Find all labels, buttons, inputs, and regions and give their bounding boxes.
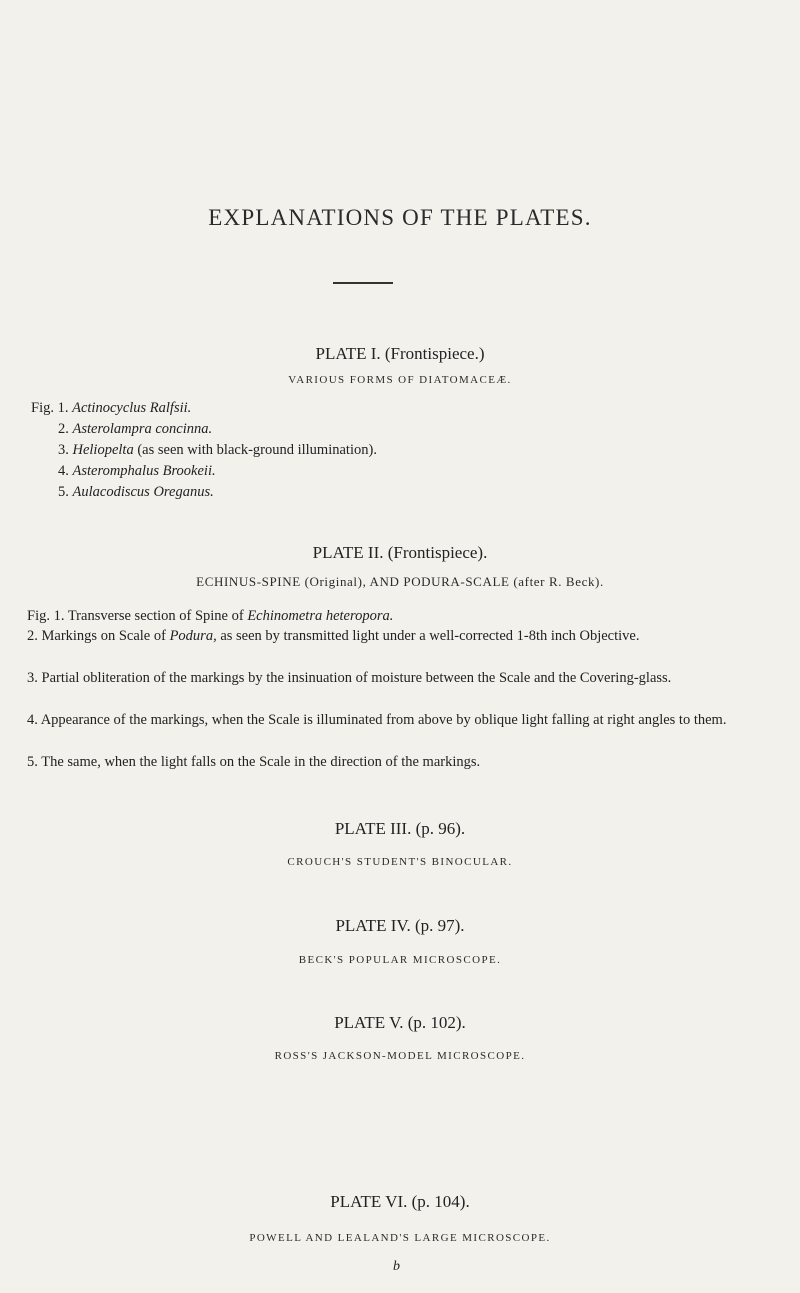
plate-2-fig-2 xyxy=(27,626,762,646)
fig-text: Fig. 1. Transverse section of Spine of xyxy=(27,608,248,624)
fig-text: as seen by transmitted light under a well-corrected 1-8th inch Objective. xyxy=(216,628,640,644)
plate-2-fig-5: 5. The same, when the light falls on the Scale in the direction of the markings. xyxy=(27,754,481,770)
plate-6-heading: PLATE VI. (p. 104). xyxy=(330,1192,470,1211)
fig-number: 2. xyxy=(58,421,69,437)
fig-species: Asterolampra concinna. xyxy=(72,421,213,437)
plate-1-fig-3 xyxy=(58,442,377,459)
title-rule xyxy=(333,282,393,284)
fig-species: Podura, xyxy=(169,628,217,644)
fig-species: Actinocyclus Ralfsii. xyxy=(72,400,192,416)
fig-species: Echinometra heteropora. xyxy=(247,608,394,624)
fig-note: (as seen with black-ground illumination). xyxy=(133,442,377,458)
fig-text: 2. Markings on Scale of xyxy=(27,628,170,644)
plate-2-fig-4: 4. Appearance of the markings, when the Scale is illuminated from above by oblique light falling at right angles to them. xyxy=(27,712,727,728)
plate-1-heading: PLATE I. (Frontispiece.) xyxy=(315,344,485,363)
plate-5-heading: PLATE V. (p. 102). xyxy=(334,1013,466,1032)
plate-2-fig-3: 3. Partial obliteration of the markings by the insinuation of moisture between the Scale and the Covering-glass. xyxy=(27,670,672,686)
plate-3-subtitle: CROUCH'S STUDENT'S BINOCULAR. xyxy=(287,856,513,868)
fig-number: 3. xyxy=(58,442,69,458)
plate-1-fig-5 xyxy=(58,484,214,501)
plate-4-heading: PLATE IV. (p. 97). xyxy=(335,916,465,935)
fig-number: 5. xyxy=(58,484,69,500)
fig-species: Asteromphalus Brookeii. xyxy=(72,463,216,479)
page-title: EXPLANATIONS OF THE PLATES. xyxy=(208,205,592,230)
plate-1-fig-1 xyxy=(31,400,191,417)
plate-5-subtitle: ROSS'S JACKSON-MODEL MICROSCOPE. xyxy=(274,1050,526,1062)
plate-6-subtitle: POWELL AND LEALAND'S LARGE MICROSCOPE. xyxy=(249,1232,551,1244)
plate-1-fig-4 xyxy=(58,463,216,480)
plate-2-heading: PLATE II. (Frontispiece). xyxy=(312,543,488,562)
plate-3-heading: PLATE III. (p. 96). xyxy=(334,819,466,838)
plate-1-subtitle: VARIOUS FORMS OF DIATOMACEÆ. xyxy=(288,374,512,386)
signature-mark: b xyxy=(393,1259,400,1274)
fig-species: Heliopelta xyxy=(72,442,134,458)
fig-species: Aulacodiscus Oreganus. xyxy=(72,484,214,500)
plate-4-subtitle: BECK'S POPULAR MICROSCOPE. xyxy=(298,954,502,966)
plate-2-subtitle: ECHINUS-SPINE (Original), AND PODURA-SCALE (after R. Beck). xyxy=(196,574,604,589)
plate-2-fig-1 xyxy=(27,606,762,626)
fig-number: Fig. 1. xyxy=(31,400,69,416)
fig-number: 4. xyxy=(58,463,69,479)
plate-1-fig-2 xyxy=(58,421,212,438)
